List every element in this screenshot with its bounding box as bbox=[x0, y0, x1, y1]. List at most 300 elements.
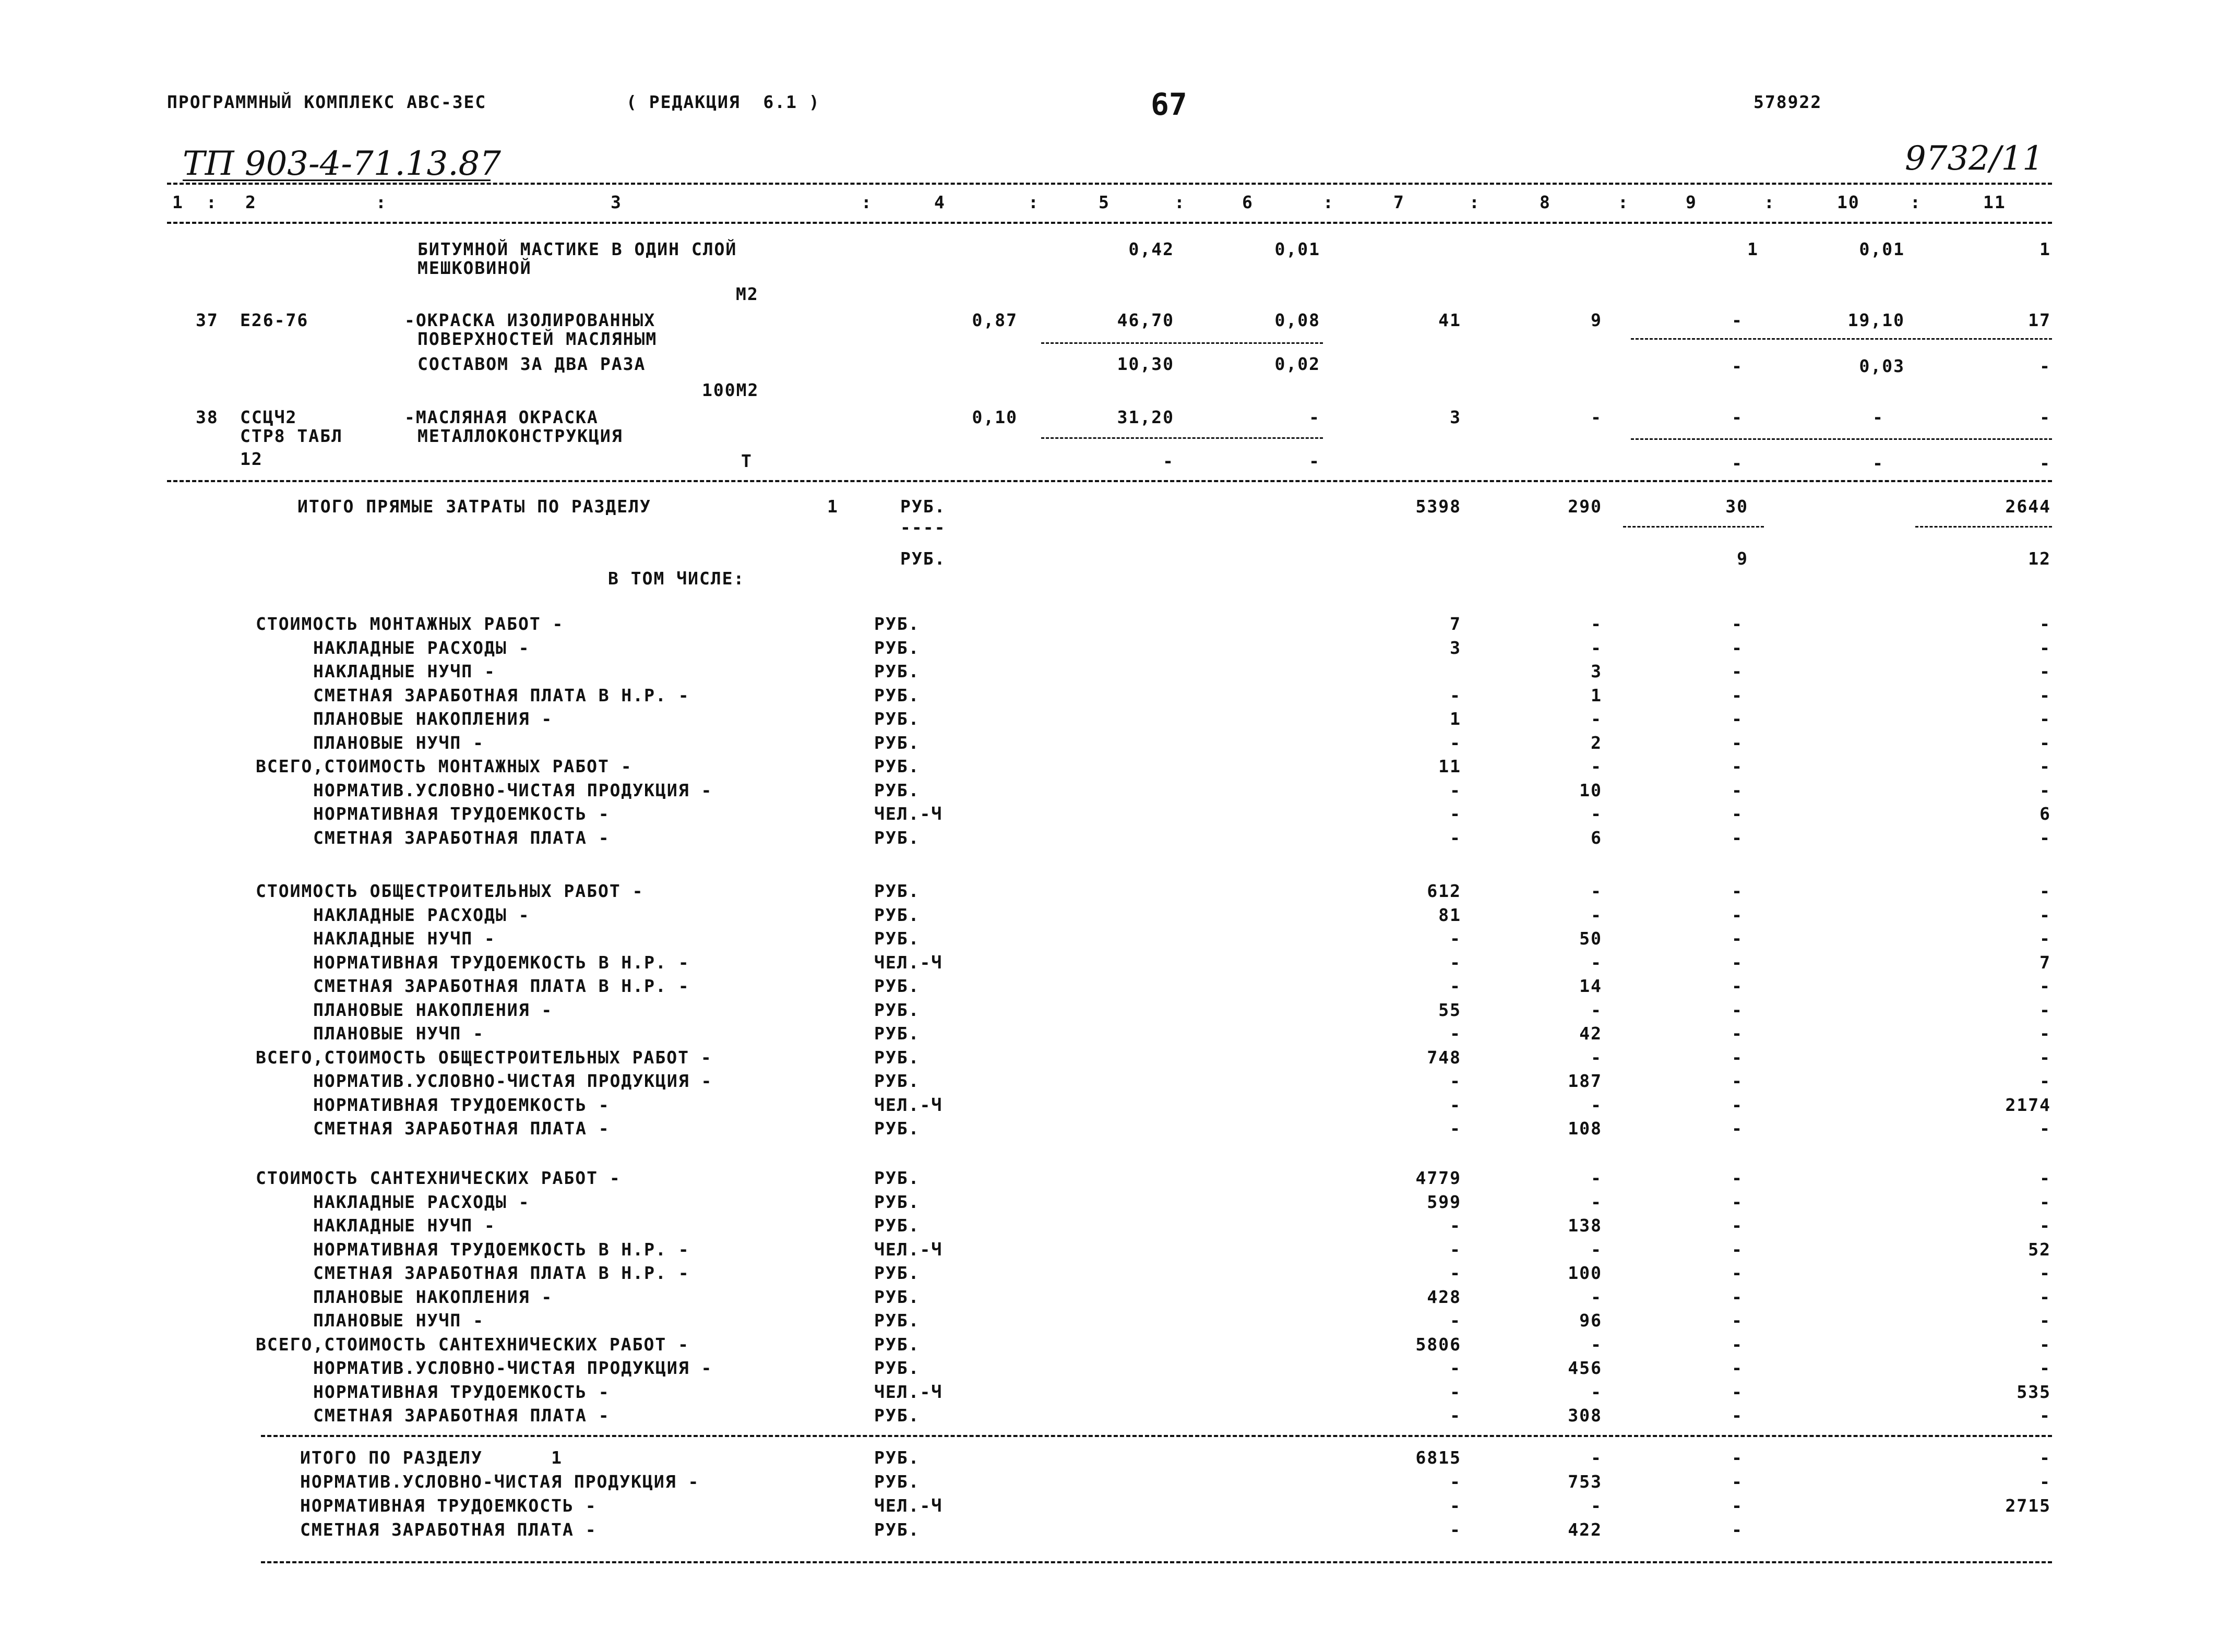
item-description-line: -МАСЛЯНАЯ ОКРАСКА bbox=[404, 407, 599, 427]
cell-col9: - bbox=[1732, 1095, 1743, 1115]
cell-col8: 290 bbox=[1568, 496, 1602, 517]
cell-col9: - bbox=[1732, 1519, 1743, 1540]
cell-col7: 3 bbox=[1450, 638, 1461, 658]
cell-col7: 4779 bbox=[1415, 1168, 1461, 1188]
row-unit: РУБ. bbox=[874, 1118, 920, 1139]
cell-col11: - bbox=[2039, 1405, 2051, 1426]
row-unit: РУБ. bbox=[874, 1023, 920, 1044]
column-number: 8 bbox=[1540, 192, 1551, 212]
cell-col8: - bbox=[1591, 756, 1602, 776]
cell-col8: 138 bbox=[1568, 1215, 1602, 1236]
cell-col7: 41 bbox=[1438, 310, 1461, 330]
cell-col7: 748 bbox=[1427, 1047, 1461, 1068]
cell-col9: - bbox=[1732, 756, 1743, 776]
cell-col11: - bbox=[2039, 1023, 2051, 1044]
row-unit: РУБ. bbox=[874, 1047, 920, 1068]
row-label: НАКЛАДНЫЕ РАСХОДЫ - bbox=[313, 905, 530, 925]
row-unit: РУБ. bbox=[874, 976, 920, 996]
cell-col8: 2 bbox=[1591, 733, 1602, 753]
cell-col7: - bbox=[1450, 1095, 1461, 1115]
underline-left bbox=[183, 179, 491, 181]
cell-col11: - bbox=[2039, 1287, 2051, 1307]
rule-totals bbox=[261, 1435, 2052, 1437]
cell-col8: - bbox=[1591, 407, 1602, 427]
row-label: ПЛАНОВЫЕ НУЧП - bbox=[313, 733, 485, 753]
cell-col11: - bbox=[2039, 780, 2051, 800]
cell-col6: 0,01 bbox=[1274, 239, 1320, 259]
cell-col8: - bbox=[1591, 952, 1602, 973]
rule-bottom bbox=[261, 1561, 2052, 1563]
cell-col11: - bbox=[2039, 1118, 2051, 1139]
cell-col9: - bbox=[1732, 1382, 1743, 1402]
row-unit: РУБ. bbox=[874, 1168, 920, 1188]
row-label: ПЛАНОВЫЕ НАКОПЛЕНИЯ - bbox=[313, 709, 553, 729]
row-unit: РУБ. bbox=[874, 1287, 920, 1307]
cell-col7: - bbox=[1450, 928, 1461, 949]
cell-col11: - bbox=[2039, 1263, 2051, 1283]
cell-col8: - bbox=[1591, 1095, 1602, 1115]
column-separator: : bbox=[206, 192, 218, 212]
cell-col7: - bbox=[1450, 976, 1461, 996]
cell-col11: - bbox=[2039, 928, 2051, 949]
row-unit: ЧЕЛ.-Ч bbox=[874, 1095, 943, 1115]
cell-col11: 7 bbox=[2039, 952, 2051, 973]
row-label: НОРМАТИВ.УСЛОВНО-ЧИСТАЯ ПРОДУКЦИЯ - bbox=[313, 1071, 713, 1091]
column-separator: : bbox=[1469, 192, 1481, 212]
cell-col9: - bbox=[1732, 976, 1743, 996]
row-label: НАКЛАДНЫЕ НУЧП - bbox=[313, 1215, 496, 1236]
cell-col11: 52 bbox=[2028, 1239, 2051, 1260]
cell-col8: 50 bbox=[1579, 928, 1602, 949]
edition-label: ( РЕДАКЦИЯ 6.1 ) bbox=[626, 92, 820, 112]
cell-col9: - bbox=[1732, 1047, 1743, 1068]
row-unit: РУБ. bbox=[874, 1334, 920, 1355]
cell-col7: 5398 bbox=[1415, 496, 1461, 517]
cell-col8: - bbox=[1591, 905, 1602, 925]
column-separator: : bbox=[376, 192, 387, 212]
cell-col7: - bbox=[1450, 1263, 1461, 1283]
row-label: ПЛАНОВЫЕ НАКОПЛЕНИЯ - bbox=[313, 1287, 553, 1307]
cell-col7: 1 bbox=[1450, 709, 1461, 729]
cell-col7: - bbox=[1450, 733, 1461, 753]
cell-col8: 308 bbox=[1568, 1405, 1602, 1426]
cell-col7: 5806 bbox=[1415, 1334, 1461, 1355]
column-separator: : bbox=[861, 192, 873, 212]
row-unit: РУБ. bbox=[874, 780, 920, 800]
cell-col11: - bbox=[2039, 1071, 2051, 1091]
row-label: СТОИМОСТЬ САНТЕХНИЧЕСКИХ РАБОТ - bbox=[256, 1168, 621, 1188]
column-number: 5 bbox=[1099, 192, 1110, 212]
cell-col9: - bbox=[1732, 1447, 1743, 1468]
cell-col9: - bbox=[1732, 733, 1743, 753]
row-unit: РУБ. bbox=[874, 928, 920, 949]
item-unit: М2 bbox=[736, 284, 759, 304]
row-unit: РУБ. bbox=[874, 1310, 920, 1331]
cell-col11: - bbox=[2039, 1192, 2051, 1212]
cell-col11: - bbox=[2039, 453, 2051, 473]
cell-col7: - bbox=[1450, 1519, 1461, 1540]
row-unit: РУБ. bbox=[874, 733, 920, 753]
row-label: НАКЛАДНЫЕ НУЧП - bbox=[313, 661, 496, 681]
row-label: НОРМАТИВ.УСЛОВНО-ЧИСТАЯ ПРОДУКЦИЯ - bbox=[313, 780, 713, 800]
row-unit: РУБ. bbox=[874, 614, 920, 634]
cell-col8: - bbox=[1591, 1168, 1602, 1188]
cell-col7: - bbox=[1450, 1118, 1461, 1139]
row-label: СМЕТНАЯ ЗАРАБОТНАЯ ПЛАТА - bbox=[313, 1405, 610, 1426]
cell-col9: - bbox=[1732, 1192, 1743, 1212]
column-number: 3 bbox=[611, 192, 622, 212]
cell-col8: 187 bbox=[1568, 1071, 1602, 1091]
cell-col7: 7 bbox=[1450, 614, 1461, 634]
item-number: 37 bbox=[196, 310, 219, 330]
program-title: ПРОГРАММНЫЙ КОМПЛЕКС АВС-3ЕС bbox=[167, 92, 487, 112]
cell-col8: - bbox=[1591, 881, 1602, 901]
row-label: НОРМАТИВНАЯ ТРУДОЕМКОСТЬ - bbox=[313, 1095, 610, 1115]
column-number: 9 bbox=[1686, 192, 1697, 212]
row-unit: РУБ. bbox=[874, 905, 920, 925]
column-separator: : bbox=[1910, 192, 1922, 212]
column-number: 6 bbox=[1242, 192, 1254, 212]
row-label: НОРМАТИВ.УСЛОВНО-ЧИСТАЯ ПРОДУКЦИЯ - bbox=[313, 1358, 713, 1378]
cell-col11: 535 bbox=[2017, 1382, 2051, 1402]
cell-col7: - bbox=[1450, 1239, 1461, 1260]
row-unit: ЧЕЛ.-Ч bbox=[874, 952, 943, 973]
row-label: НОРМАТИВНАЯ ТРУДОЕМКОСТЬ - bbox=[313, 804, 610, 824]
cell-col10: 0,01 bbox=[1859, 239, 1905, 259]
row-unit: РУБ. bbox=[874, 685, 920, 705]
cell-col9: - bbox=[1732, 310, 1743, 330]
row-unit: РУБ. bbox=[874, 1405, 920, 1426]
cell-col8: 42 bbox=[1579, 1023, 1602, 1044]
cell-col8: 108 bbox=[1568, 1118, 1602, 1139]
cell-col5: 31,20 bbox=[1117, 407, 1174, 427]
item-description-line: МЕШКОВИНОЙ bbox=[417, 258, 532, 278]
cell-col11: - bbox=[2039, 1310, 2051, 1331]
cell-col7: - bbox=[1450, 685, 1461, 705]
row-label: ВСЕГО,СТОИМОСТЬ ОБЩЕСТРОИТЕЛЬНЫХ РАБОТ - bbox=[256, 1047, 712, 1068]
row-unit: РУБ. bbox=[874, 1471, 920, 1492]
cell-col8: - bbox=[1591, 1192, 1602, 1212]
cell-col9: - bbox=[1732, 1168, 1743, 1188]
cell-col9: - bbox=[1732, 356, 1743, 376]
cell-col8: 456 bbox=[1568, 1358, 1602, 1378]
row-unit: РУБ. bbox=[874, 709, 920, 729]
cell-col7: - bbox=[1450, 1495, 1461, 1516]
cell-col11: - bbox=[2039, 709, 2051, 729]
cell-col9: - bbox=[1732, 1471, 1743, 1492]
cell-col9: - bbox=[1732, 661, 1743, 681]
cell-col4: 0,87 bbox=[972, 310, 1018, 330]
row-label: ПЛАНОВЫЕ НАКОПЛЕНИЯ - bbox=[313, 1000, 553, 1020]
cell-col9: - bbox=[1732, 952, 1743, 973]
row-label: СТОИМОСТЬ МОНТАЖНЫХ РАБОТ - bbox=[256, 614, 564, 634]
cell-col7: 55 bbox=[1438, 1000, 1461, 1020]
cell-col9: - bbox=[1732, 638, 1743, 658]
cell-col7: - bbox=[1450, 1023, 1461, 1044]
cell-col9: - bbox=[1732, 1000, 1743, 1020]
item-unit: Т bbox=[741, 451, 753, 471]
row-label: НОРМАТИВНАЯ ТРУДОЕМКОСТЬ - bbox=[313, 1382, 610, 1402]
row-unit: РУБ. bbox=[874, 661, 920, 681]
cell-col9: - bbox=[1732, 614, 1743, 634]
row-unit: РУБ. bbox=[874, 1519, 920, 1540]
cell-col7: 428 bbox=[1427, 1287, 1461, 1307]
cell-col8: - bbox=[1591, 1334, 1602, 1355]
item-code: ССЦЧ2 bbox=[240, 407, 297, 427]
item-description-line: ПОВЕРХНОСТЕЙ МАСЛЯНЫМ bbox=[417, 329, 658, 349]
cell-col7: - bbox=[1450, 1405, 1461, 1426]
cell-col8: - bbox=[1591, 638, 1602, 658]
cell-col9: - bbox=[1732, 1118, 1743, 1139]
cell-col9: - bbox=[1732, 828, 1743, 848]
row-unit: РУБ. bbox=[874, 638, 920, 658]
row-label: СМЕТНАЯ ЗАРАБОТНАЯ ПЛАТА - bbox=[300, 1519, 597, 1540]
cell-col11: - bbox=[2039, 733, 2051, 753]
cell-col11: - bbox=[2039, 1215, 2051, 1236]
cell-col11: - bbox=[2039, 905, 2051, 925]
cell-col7: - bbox=[1450, 804, 1461, 824]
cell-col6: 0,08 bbox=[1274, 310, 1320, 330]
cell-col8: - bbox=[1591, 1447, 1602, 1468]
cell-col9: - bbox=[1732, 1495, 1743, 1516]
handwritten-sheet-number: 9732/11 bbox=[1905, 139, 2044, 178]
cell-col11: 6 bbox=[2039, 804, 2051, 824]
cell-col7: - bbox=[1450, 780, 1461, 800]
cell-col10: 19,10 bbox=[1847, 310, 1905, 330]
cell-col9: - bbox=[1732, 905, 1743, 925]
cell-col7: 612 bbox=[1427, 881, 1461, 901]
cell-col7: 3 bbox=[1450, 407, 1461, 427]
cell-col11: 2715 bbox=[2005, 1495, 2051, 1516]
document-code: 578922 bbox=[1753, 92, 1822, 112]
cell-col9: - bbox=[1732, 709, 1743, 729]
row-label: НАКЛАДНЫЕ РАСХОДЫ - bbox=[313, 1192, 530, 1212]
row-label: НАКЛАДНЫЕ НУЧП - bbox=[313, 928, 496, 949]
cell-col9: - bbox=[1732, 1358, 1743, 1378]
cell-col7: - bbox=[1450, 828, 1461, 848]
cell-col9: - bbox=[1732, 453, 1743, 473]
cell-col8: 14 bbox=[1579, 976, 1602, 996]
item-description-line: МЕТАЛЛОКОНСТРУКЦИЯ bbox=[417, 426, 623, 446]
item-unit: 100М2 bbox=[702, 380, 759, 400]
row-unit: РУБ. bbox=[874, 1000, 920, 1020]
subrule bbox=[1041, 342, 1323, 344]
cell-col6: - bbox=[1309, 451, 1320, 471]
row-label: СТОИМОСТЬ ОБЩЕСТРОИТЕЛЬНЫХ РАБОТ - bbox=[256, 881, 644, 901]
cell-col6: 0,02 bbox=[1274, 354, 1320, 374]
cell-col8: 1 bbox=[1591, 685, 1602, 705]
item-number: 38 bbox=[196, 407, 219, 427]
cell-col11: - bbox=[2039, 614, 2051, 634]
column-separator: : bbox=[1028, 192, 1040, 212]
cell-col8: - bbox=[1591, 709, 1602, 729]
cell-col9: - bbox=[1732, 1310, 1743, 1331]
row-unit: РУБ. bbox=[874, 828, 920, 848]
cell-col7: 599 bbox=[1427, 1192, 1461, 1212]
item-code: 12 bbox=[240, 449, 263, 469]
cell-col11: - bbox=[2039, 661, 2051, 681]
cell-col8: - bbox=[1591, 1047, 1602, 1068]
subrule bbox=[1631, 438, 2052, 440]
subrule bbox=[1631, 338, 2052, 340]
column-number: 7 bbox=[1393, 192, 1405, 212]
cell-col9: - bbox=[1732, 685, 1743, 705]
row-unit: ЧЕЛ.-Ч bbox=[874, 1239, 943, 1260]
cell-col11: 17 bbox=[2028, 310, 2051, 330]
including-label: В ТОМ ЧИСЛЕ: bbox=[608, 568, 745, 589]
row-unit: ЧЕЛ.-Ч bbox=[874, 1382, 943, 1402]
direct-costs-label: ИТОГО ПРЯМЫЕ ЗАТРАТЫ ПО РАЗДЕЛУ bbox=[297, 496, 651, 517]
cell-col7: - bbox=[1450, 1310, 1461, 1331]
cell-col8: 100 bbox=[1568, 1263, 1602, 1283]
cell-col11: - bbox=[2039, 756, 2051, 776]
cell-col11: - bbox=[2039, 407, 2051, 427]
cell-col9: - bbox=[1732, 1334, 1743, 1355]
cell-col9: - bbox=[1732, 1263, 1743, 1283]
subrule bbox=[1623, 526, 1764, 528]
cell-col8: - bbox=[1591, 1287, 1602, 1307]
cell-col7: - bbox=[1450, 1358, 1461, 1378]
row-label: НОРМАТИВ.УСЛОВНО-ЧИСТАЯ ПРОДУКЦИЯ - bbox=[300, 1471, 700, 1492]
row-label: СМЕТНАЯ ЗАРАБОТНАЯ ПЛАТА В Н.Р. - bbox=[313, 1263, 690, 1283]
cell-col9: - bbox=[1732, 780, 1743, 800]
row-label: СМЕТНАЯ ЗАРАБОТНАЯ ПЛАТА В Н.Р. - bbox=[313, 976, 690, 996]
unit-dash: ---- bbox=[900, 517, 946, 537]
row-label: ВСЕГО,СТОИМОСТЬ САНТЕХНИЧЕСКИХ РАБОТ - bbox=[256, 1334, 689, 1355]
cell-col8: 10 bbox=[1579, 780, 1602, 800]
row-label: ИТОГО ПО РАЗДЕЛУ 1 bbox=[300, 1447, 563, 1468]
page-number: 67 bbox=[1151, 87, 1187, 122]
row-unit: РУБ. bbox=[874, 756, 920, 776]
column-number: 11 bbox=[1983, 192, 2006, 212]
cell-col9: 30 bbox=[1725, 496, 1748, 517]
cell-col11: - bbox=[2039, 1168, 2051, 1188]
cell-col11: - bbox=[2039, 1047, 2051, 1068]
column-separator: : bbox=[1618, 192, 1629, 212]
item-description-line: -ОКРАСКА ИЗОЛИРОВАННЫХ bbox=[404, 310, 656, 330]
row-unit: РУБ. bbox=[874, 1358, 920, 1378]
cell-col5: 0,42 bbox=[1128, 239, 1174, 259]
cell-col9: - bbox=[1732, 1405, 1743, 1426]
column-separator: : bbox=[1764, 192, 1775, 212]
cell-col11: - bbox=[2039, 1471, 2051, 1492]
subrule bbox=[1915, 526, 2052, 528]
cell-col10: - bbox=[1872, 407, 1884, 427]
cell-col4: 0,10 bbox=[972, 407, 1018, 427]
cell-col8: - bbox=[1591, 1495, 1602, 1516]
rule-top bbox=[167, 183, 2052, 185]
cell-col9: - bbox=[1732, 928, 1743, 949]
row-label: НАКЛАДНЫЕ РАСХОДЫ - bbox=[313, 638, 530, 658]
row-label: НОРМАТИВНАЯ ТРУДОЕМКОСТЬ В Н.Р. - bbox=[313, 952, 690, 973]
item-code: Е26-76 bbox=[240, 310, 309, 330]
cell-col7: - bbox=[1450, 952, 1461, 973]
cell-col8: 6 bbox=[1591, 828, 1602, 848]
cell-col11: 1 bbox=[2039, 239, 2051, 259]
cell-col7: - bbox=[1450, 1215, 1461, 1236]
cell-col11: - bbox=[2039, 1447, 2051, 1468]
cell-col11: - bbox=[2039, 881, 2051, 901]
cell-col5: 10,30 bbox=[1117, 354, 1174, 374]
cell-col9: - bbox=[1732, 1071, 1743, 1091]
cell-col11: - bbox=[2039, 356, 2051, 376]
row-label: ПЛАНОВЫЕ НУЧП - bbox=[313, 1023, 485, 1044]
cell-col7: - bbox=[1450, 1471, 1461, 1492]
cell-col11: 2174 bbox=[2005, 1095, 2051, 1115]
item-description-line: БИТУМНОЙ МАСТИКЕ В ОДИН СЛОЙ bbox=[417, 239, 737, 259]
cell-col9: 9 bbox=[1737, 548, 1748, 569]
rule-header bbox=[167, 222, 2052, 224]
rule-items-end bbox=[167, 480, 2052, 482]
cell-col11: - bbox=[2039, 638, 2051, 658]
handwritten-project-number: ТП 903-4-71.13.87 bbox=[183, 145, 501, 183]
column-separator: : bbox=[1323, 192, 1334, 212]
cell-col8: - bbox=[1591, 804, 1602, 824]
row-unit: ЧЕЛ.-Ч bbox=[874, 1495, 943, 1516]
item-code: СТР8 ТАБЛ bbox=[240, 426, 343, 446]
column-number: 10 bbox=[1837, 192, 1860, 212]
cell-col9: - bbox=[1732, 407, 1743, 427]
column-number: 2 bbox=[245, 192, 257, 212]
row-label: ВСЕГО,СТОИМОСТЬ МОНТАЖНЫХ РАБОТ - bbox=[256, 756, 633, 776]
cell-col9: 1 bbox=[1747, 239, 1759, 259]
cell-col5: - bbox=[1163, 451, 1174, 471]
cell-col9: - bbox=[1732, 1023, 1743, 1044]
row-unit: ЧЕЛ.-Ч bbox=[874, 804, 943, 824]
cell-col9: - bbox=[1732, 1215, 1743, 1236]
cell-col11: - bbox=[2039, 1358, 2051, 1378]
cell-col5: 46,70 bbox=[1117, 310, 1174, 330]
cell-col8: - bbox=[1591, 1000, 1602, 1020]
column-separator: : bbox=[1174, 192, 1186, 212]
cell-col8: 9 bbox=[1591, 310, 1602, 330]
unit: РУБ. bbox=[900, 496, 946, 517]
cell-col8: - bbox=[1591, 1239, 1602, 1260]
row-unit: РУБ. bbox=[874, 881, 920, 901]
unit: РУБ. bbox=[900, 548, 946, 569]
row-label: СМЕТНАЯ ЗАРАБОТНАЯ ПЛАТА - bbox=[313, 828, 610, 848]
row-label: СМЕТНАЯ ЗАРАБОТНАЯ ПЛАТА - bbox=[313, 1118, 610, 1139]
cell-col6: - bbox=[1309, 407, 1320, 427]
cell-col10: - bbox=[1872, 453, 1884, 473]
row-unit: РУБ. bbox=[874, 1215, 920, 1236]
cell-col11: - bbox=[2039, 976, 2051, 996]
row-label: СМЕТНАЯ ЗАРАБОТНАЯ ПЛАТА В Н.Р. - bbox=[313, 685, 690, 705]
cell-col11: - bbox=[2039, 1000, 2051, 1020]
cell-col11: - bbox=[2039, 828, 2051, 848]
row-unit: РУБ. bbox=[874, 1263, 920, 1283]
row-label: НОРМАТИВНАЯ ТРУДОЕМКОСТЬ В Н.Р. - bbox=[313, 1239, 690, 1260]
cell-col11: 12 bbox=[2028, 548, 2051, 569]
cell-col9: - bbox=[1732, 804, 1743, 824]
row-unit: РУБ. bbox=[874, 1071, 920, 1091]
cell-col8: 96 bbox=[1579, 1310, 1602, 1331]
section-number: 1 bbox=[827, 496, 839, 517]
cell-col8: - bbox=[1591, 1382, 1602, 1402]
cell-col11: - bbox=[2039, 1334, 2051, 1355]
cell-col8: 753 bbox=[1568, 1471, 1602, 1492]
cell-col9: - bbox=[1732, 881, 1743, 901]
column-number: 1 bbox=[172, 192, 184, 212]
cell-col7: - bbox=[1450, 1382, 1461, 1402]
row-unit: РУБ. bbox=[874, 1447, 920, 1468]
cell-col7: 81 bbox=[1438, 905, 1461, 925]
cell-col7: - bbox=[1450, 1071, 1461, 1091]
cell-col9: - bbox=[1732, 1287, 1743, 1307]
cell-col11: - bbox=[2039, 685, 2051, 705]
cell-col7: 6815 bbox=[1415, 1447, 1461, 1468]
column-number: 4 bbox=[934, 192, 946, 212]
